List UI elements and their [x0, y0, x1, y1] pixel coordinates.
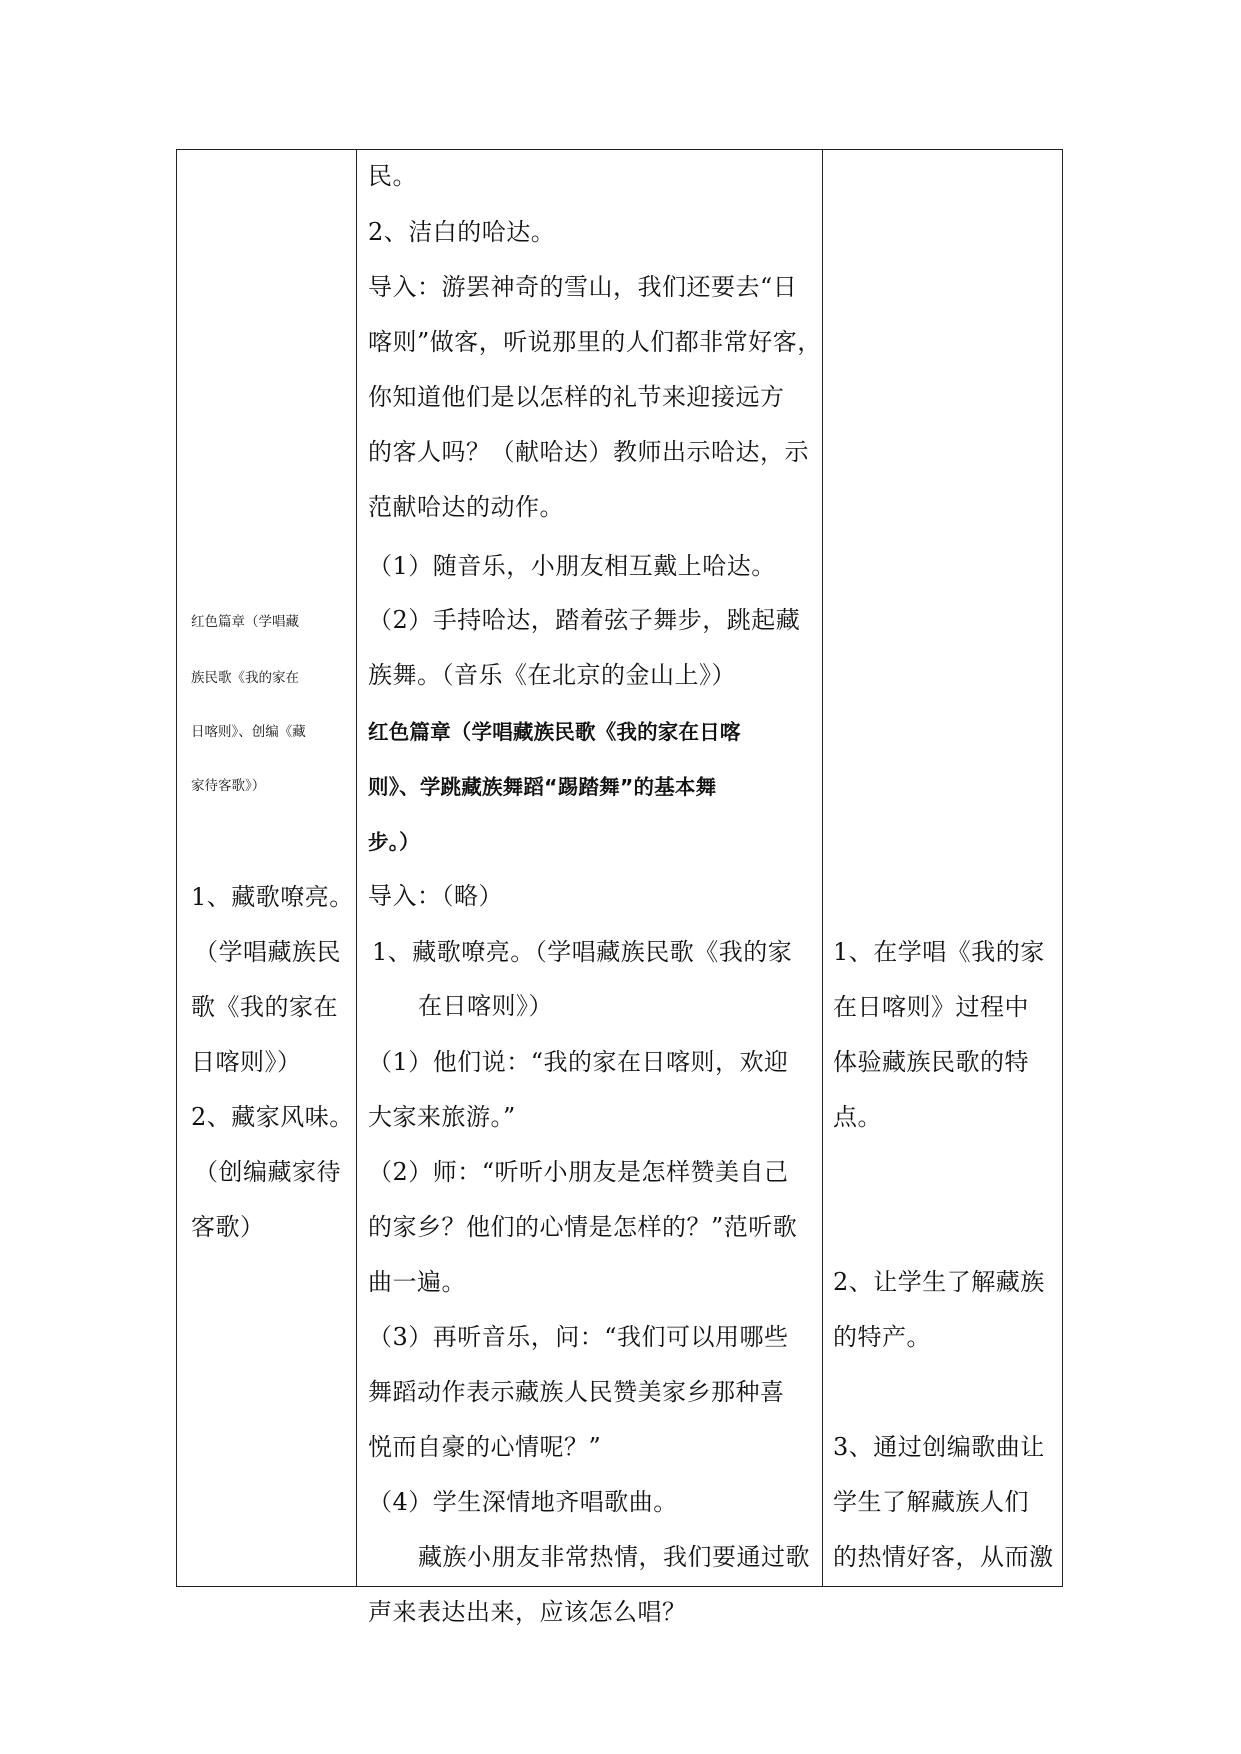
middle-text-line: 舞蹈动作表示藏族人民赞美家乡那种喜: [368, 1378, 785, 1406]
left-text-line: 1、藏歌嘹亮。: [191, 883, 354, 911]
middle-text-line: （1）随音乐，小朋友相互戴上哈达。: [368, 552, 776, 580]
middle-text-line: 大家来旅游。”: [368, 1103, 516, 1131]
middle-text-line: 民。: [368, 162, 417, 190]
middle-text-line: 1、藏歌嘹亮。（学唱藏族民歌《我的家: [372, 938, 793, 966]
middle-text-line: （1）他们说：“我的家在日喀则，欢迎: [368, 1048, 789, 1076]
middle-text-line: 藏族小朋友非常热情，我们要通过歌: [418, 1543, 810, 1571]
middle-text-line: 悦而自豪的心情呢？”: [368, 1433, 602, 1461]
right-text-line: 2、让学生了解藏族: [833, 1268, 1045, 1296]
left-heading-line: 日喀则》、创编《藏: [191, 724, 306, 740]
left-heading-line: 红色篇章（学唱藏: [191, 614, 299, 630]
middle-bold-line: 则》、学跳藏族舞蹈“踢踏舞”的基本舞: [368, 775, 717, 799]
middle-text-line: 的家乡？他们的心情是怎样的？”范听歌: [368, 1213, 798, 1241]
left-heading-line: 族民歌《我的家在: [191, 670, 299, 686]
left-text-line: 歌《我的家在: [191, 993, 338, 1021]
middle-text-line: 导入：游罢神奇的雪山，我们还要去“日: [368, 273, 798, 301]
middle-text-line: 你知道他们是以怎样的礼节来迎接远方: [368, 383, 785, 411]
lesson-plan-table: [176, 149, 1063, 1587]
right-text-line: 在日喀则》过程中: [833, 993, 1029, 1021]
middle-bold-line: 红色篇章（学唱藏族民歌《我的家在日喀: [368, 720, 741, 744]
left-text-line: （创编藏家待: [194, 1158, 341, 1186]
middle-text-line: 声来表达出来，应该怎么唱？: [368, 1598, 687, 1626]
middle-bold-line: 步。）: [368, 830, 420, 854]
right-text-line: 的热情好客，从而激: [833, 1543, 1054, 1571]
column-divider-2: [822, 150, 823, 1586]
middle-text-line: 曲一遍。: [368, 1268, 466, 1296]
middle-text-line: 2、洁白的哈达。: [368, 218, 556, 246]
middle-text-line: 范献哈达的动作。: [368, 493, 564, 521]
right-text-line: 点。: [833, 1103, 882, 1131]
left-text-line: 日喀则》）: [191, 1048, 302, 1076]
middle-text-line: （2）师：“听听小朋友是怎样赞美自己: [368, 1158, 789, 1186]
right-text-line: 学生了解藏族人们: [833, 1488, 1029, 1516]
left-text-line: 2、藏家风味。: [191, 1103, 354, 1131]
middle-text-line: （4）学生深情地齐唱歌曲。: [368, 1488, 678, 1516]
left-text-line: 客歌）: [191, 1213, 265, 1241]
right-text-line: 体验藏族民歌的特: [833, 1048, 1029, 1076]
middle-text-line: 的客人吗？（献哈达）教师出示哈达，示: [368, 438, 809, 466]
middle-text-line: （2）手持哈达，踏着弦子舞步，跳起藏: [368, 606, 801, 634]
middle-text-line: 在日喀则》）: [418, 992, 553, 1020]
middle-text-line: （3）再听音乐，问：“我们可以用哪些: [368, 1323, 789, 1351]
middle-text-line: 喀则”做客，听说那里的人们都非常好客，: [368, 328, 822, 356]
column-divider-1: [356, 150, 357, 1586]
left-heading-line: 家待客歌》）: [191, 778, 266, 794]
right-text-line: 的特产。: [833, 1323, 931, 1351]
middle-text-line: 族舞。（音乐《在北京的金山上》）: [368, 661, 736, 689]
left-text-line: （学唱藏族民: [194, 938, 341, 966]
right-text-line: 3、通过创编歌曲让: [833, 1433, 1045, 1461]
middle-text-line: 导入：（略）: [368, 882, 503, 910]
right-text-line: 1、在学唱《我的家: [833, 938, 1045, 966]
